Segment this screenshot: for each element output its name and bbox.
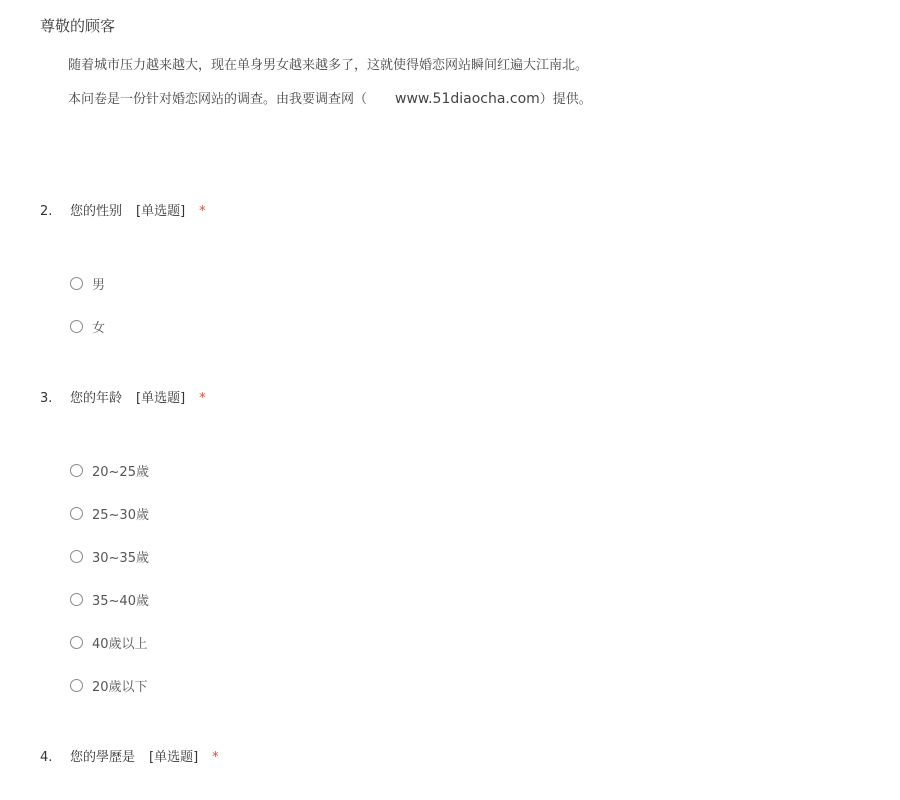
question-type-tag: [单选题] (136, 391, 186, 406)
option-label: 女 (92, 320, 106, 336)
radio-button[interactable] (70, 277, 83, 290)
option-age-35-40[interactable] (70, 589, 149, 609)
required-mark: * (199, 391, 206, 406)
question-title: 您的學歷是 (70, 750, 136, 765)
radio-button[interactable] (70, 550, 83, 563)
intro-text-prefix: 本问卷是一份针对婚恋网站的调查。由我要调查网（ (68, 92, 368, 107)
survey-site-url: www.51diaocha.com (395, 91, 540, 107)
option-label: 20歲以下 (92, 679, 148, 695)
question-gender (40, 202, 206, 222)
radio-button[interactable] (70, 679, 83, 692)
question-number: 3. (40, 391, 53, 406)
option-label: 30~35歲 (92, 550, 149, 566)
radio-button[interactable] (70, 593, 83, 606)
option-label: 20~25歲 (92, 464, 149, 480)
option-label: 35~40歲 (92, 593, 149, 609)
question-age (40, 389, 206, 409)
question-title: 您的年龄 (70, 391, 123, 406)
option-age-30-35[interactable] (70, 546, 149, 566)
option-label: 25~30歲 (92, 507, 149, 523)
option-gender-male[interactable] (70, 273, 105, 293)
intro-text-suffix: ）提供。 (539, 92, 592, 107)
question-title: 您的性别 (70, 204, 123, 219)
option-age-20-25[interactable] (70, 460, 149, 480)
radio-button[interactable] (70, 464, 83, 477)
required-mark: * (199, 204, 206, 219)
required-mark: * (212, 750, 219, 765)
option-age-40-plus[interactable] (70, 632, 148, 652)
option-label: 40歲以上 (92, 636, 148, 652)
greeting-heading: 尊敬的顾客 (40, 17, 116, 35)
question-type-tag: [单选题] (136, 204, 186, 219)
radio-button[interactable] (70, 636, 83, 649)
question-number: 4. (40, 750, 53, 765)
option-gender-female[interactable] (70, 316, 105, 336)
question-type-tag: [单选题] (149, 750, 199, 765)
intro-paragraph-2 (68, 89, 592, 110)
option-age-under-20[interactable] (70, 675, 148, 695)
option-label: 男 (92, 277, 106, 293)
question-education (40, 748, 219, 768)
option-age-25-30[interactable] (70, 503, 149, 523)
question-number: 2. (40, 204, 53, 219)
intro-paragraph-1: 随着城市压力越来越大，现在单身男女越来越多了，这就使得婚恋网站瞬间红遍大江南北。 (68, 58, 589, 73)
radio-button[interactable] (70, 507, 83, 520)
radio-button[interactable] (70, 320, 83, 333)
